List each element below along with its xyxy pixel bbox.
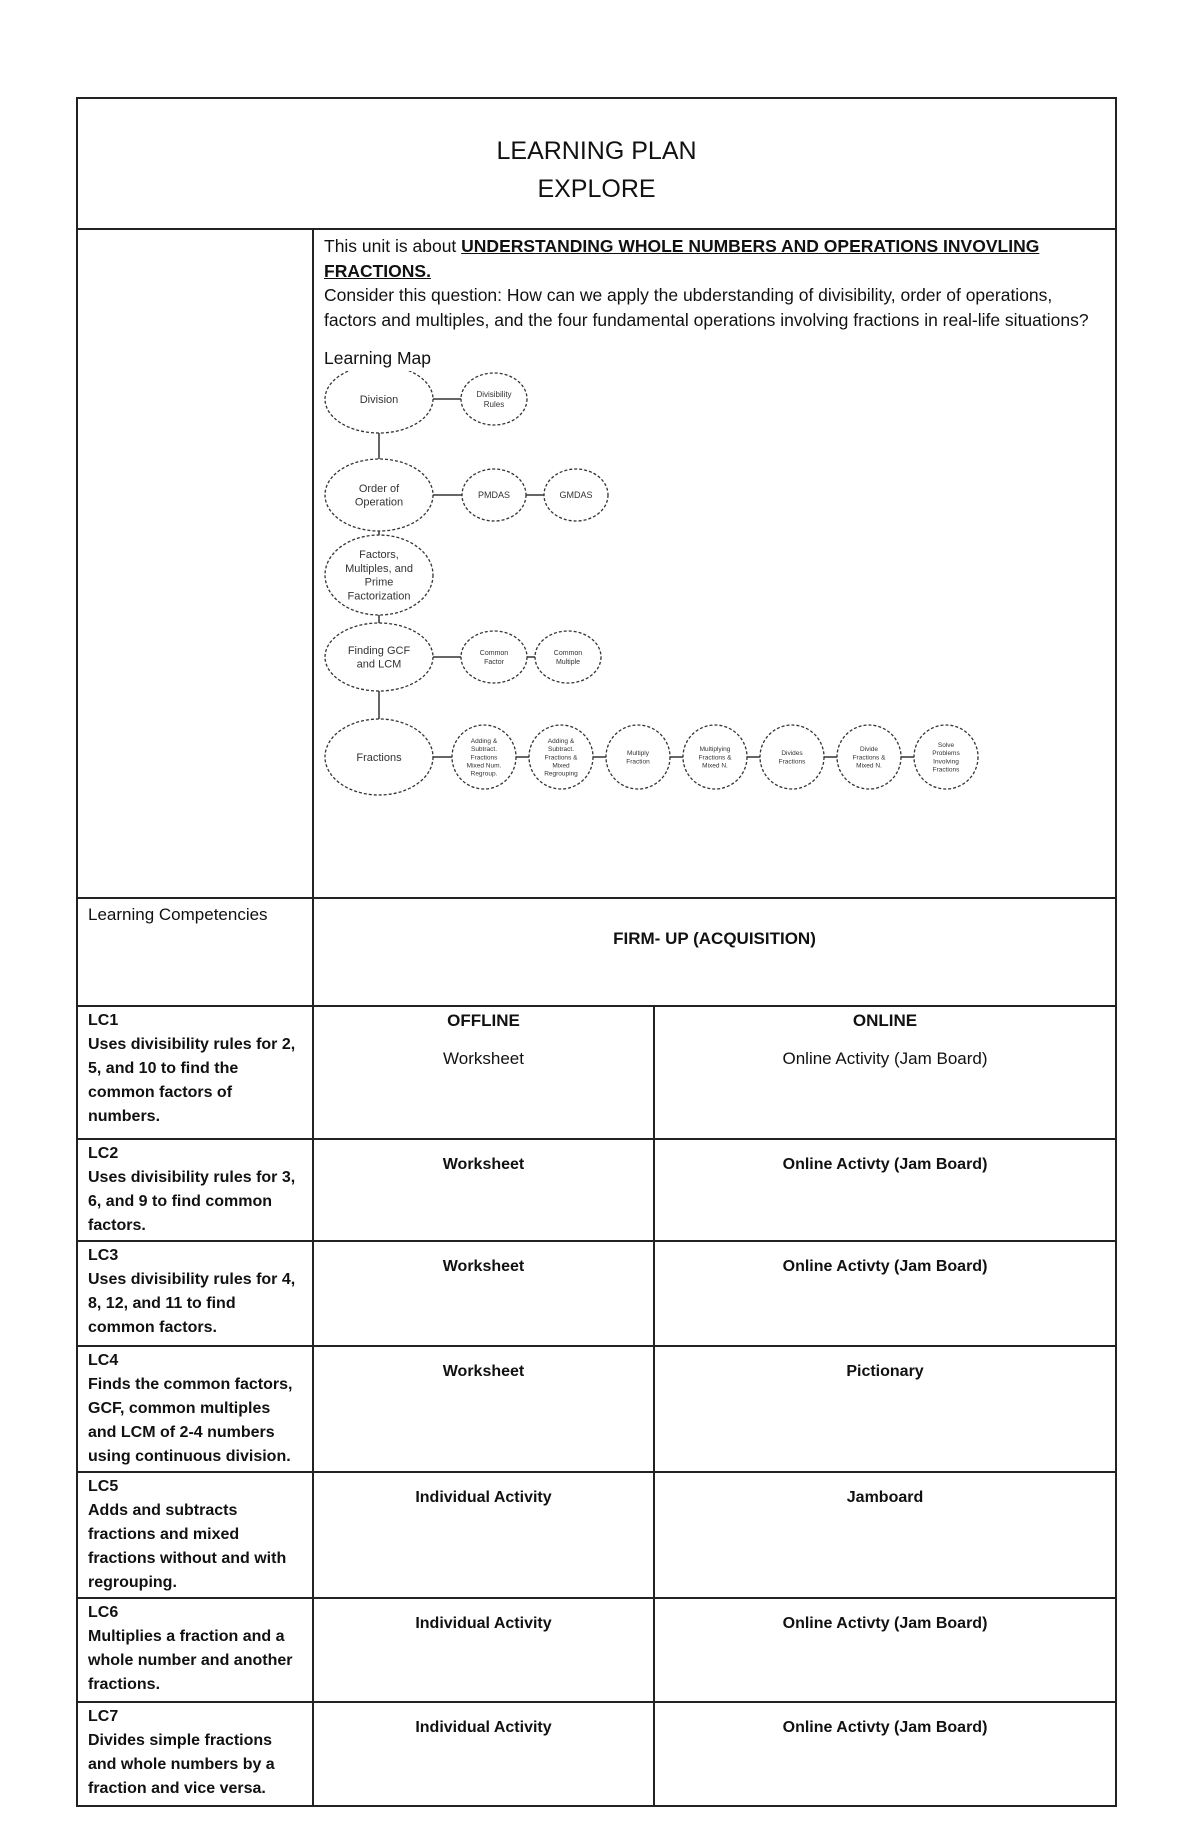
- map-node-label: Fractions: [778, 757, 806, 765]
- learning-competencies-header: Learning Competencies: [77, 898, 313, 1006]
- table-row: [77, 1702, 1116, 1806]
- learning-map-label: Learning Map: [324, 348, 432, 368]
- map-node-label: Regrouping: [544, 770, 578, 778]
- offline-cell: Individual Activity: [313, 1598, 654, 1702]
- map-node-label: Common: [553, 649, 583, 657]
- table-row: [77, 1139, 1116, 1241]
- map-node-label: Finding GCF: [347, 644, 411, 657]
- table-row: [77, 1598, 1116, 1702]
- map-node-label: Divides: [781, 749, 803, 757]
- competency-cell: LC6 Multiplies a fraction and a whole number and another fractions.: [77, 1598, 313, 1702]
- offline-header: OFFLINE: [447, 1011, 520, 1030]
- online-cell: Online Activty (Jam Board): [654, 1241, 1116, 1346]
- map-node-label: Common: [479, 649, 509, 657]
- offline-cell: Worksheet: [313, 1241, 654, 1346]
- competency-cell: LC1 Uses divisibility rules for 2, 5, and 10 to find the common factors of numbers.: [77, 1006, 313, 1139]
- table-row: [77, 1346, 1116, 1472]
- plan-title: LEARNING PLAN: [496, 137, 697, 165]
- map-node-label: Subtract.: [470, 745, 498, 753]
- map-node-label: Mixed N.: [702, 761, 728, 769]
- map-node-label: Order of: [358, 482, 400, 495]
- map-main-node: [325, 459, 433, 531]
- map-node-label: Multiples, and: [345, 562, 413, 575]
- table-row: [77, 1472, 1116, 1598]
- offline-cell: OFFLINE Worksheet: [313, 1006, 654, 1139]
- map-node-label: Regroup.: [470, 770, 498, 778]
- unit-statement: This unit is about UNDERSTANDING WHOLE NUMBERS AND OPERATIONS INVOVLING FRACTIONS.: [324, 236, 1040, 281]
- learning-plan-table: [76, 97, 1117, 1807]
- map-node-label: Fraction: [626, 757, 650, 765]
- table-row: [77, 1006, 1116, 1139]
- map-node-label: Fractions: [932, 765, 960, 773]
- map-node-label: Multiply: [626, 749, 650, 757]
- online-cell: Pictionary: [654, 1346, 1116, 1472]
- learning-plan-sheet: [76, 97, 1115, 1807]
- online-cell: ONLINE Online Activity (Jam Board): [654, 1006, 1116, 1139]
- map-node-label: Factorization: [347, 589, 411, 602]
- online-cell: Online Activty (Jam Board): [654, 1139, 1116, 1241]
- competency-cell: LC5 Adds and subtracts fractions and mixed fractions without and with regrouping.: [77, 1472, 313, 1598]
- map-node-label: Rules: [483, 399, 505, 409]
- map-node-label: Adding &: [547, 737, 575, 745]
- map-node-label: GMDAS: [559, 489, 593, 500]
- map-node-label: Solve: [937, 741, 955, 749]
- map-node-label: Operation: [354, 496, 404, 509]
- intro-cell: [313, 229, 1116, 898]
- map-node-label: Fractions &: [544, 753, 578, 761]
- online-cell: Jamboard: [654, 1472, 1116, 1598]
- map-node-label: Factor: [484, 658, 504, 666]
- map-node-label: Mixed N.: [856, 761, 882, 769]
- table-row: [77, 1241, 1116, 1346]
- title-cell: [77, 98, 1116, 229]
- offline-cell: Worksheet: [313, 1139, 654, 1241]
- competency-cell: LC2 Uses divisibility rules for 3, 6, and 9 to find common factors.: [77, 1139, 313, 1241]
- map-node-label: Fractions &: [698, 753, 732, 761]
- map-node-label: Fractions: [470, 753, 498, 761]
- map-node-label: Divide: [859, 745, 879, 753]
- map-main-node: [325, 535, 433, 615]
- map-node-label: Problems: [932, 749, 960, 757]
- map-node-label: Mixed Num.: [466, 761, 502, 769]
- offline-cell: Individual Activity: [313, 1472, 654, 1598]
- online-cell: Online Activty (Jam Board): [654, 1702, 1116, 1806]
- map-node-label: and LCM: [356, 658, 402, 671]
- intro-left-blank: [77, 229, 313, 898]
- map-node-label: Involving: [933, 757, 959, 765]
- map-node-label: Prime: [364, 576, 394, 589]
- essential-question: Consider this question: How can we apply the ubderstanding of divisibility, order of operations, factors and multiples, and the four fundamental operations involving fractions in real-life situations?: [324, 285, 1089, 330]
- map-node-label: Subtract.: [547, 745, 575, 753]
- firm-up-header: FIRM- UP (ACQUISITION): [313, 898, 1116, 1006]
- unit-title: UNDERSTANDING WHOLE NUMBERS AND OPERATIONS INVOVLING FRACTIONS.: [324, 236, 1040, 281]
- online-cell: Online Activty (Jam Board): [654, 1598, 1116, 1702]
- map-node-label: Factors,: [359, 548, 399, 561]
- competency-cell: LC7 Divides simple fractions and whole numbers by a fraction and vice versa.: [77, 1702, 313, 1806]
- map-node-label: Divisibility: [476, 389, 512, 399]
- map-node-label: PMDAS: [477, 489, 511, 500]
- map-node-label: Adding &: [470, 737, 498, 745]
- map-node-label: Multiplying: [699, 745, 731, 753]
- plan-subtitle: EXPLORE: [537, 175, 656, 203]
- offline-cell: Worksheet: [313, 1346, 654, 1472]
- offline-cell: Individual Activity: [313, 1702, 654, 1806]
- map-node-label: Fractions &: [852, 753, 886, 761]
- competency-cell: LC4 Finds the common factors, GCF, common multiples and LCM of 2-4 numbers using continuous division.: [77, 1346, 313, 1472]
- competency-cell: LC3 Uses divisibility rules for 4, 8, 12, and 11 to find common factors.: [77, 1241, 313, 1346]
- map-node-label: Multiple: [555, 658, 581, 666]
- learning-map-diagram: [324, 371, 984, 831]
- online-header: ONLINE: [852, 1011, 918, 1030]
- map-node-label: Mixed: [552, 761, 570, 769]
- map-node-label: Division: [359, 393, 399, 406]
- map-node-label: Fractions: [356, 751, 402, 764]
- map-main-node: [325, 623, 433, 691]
